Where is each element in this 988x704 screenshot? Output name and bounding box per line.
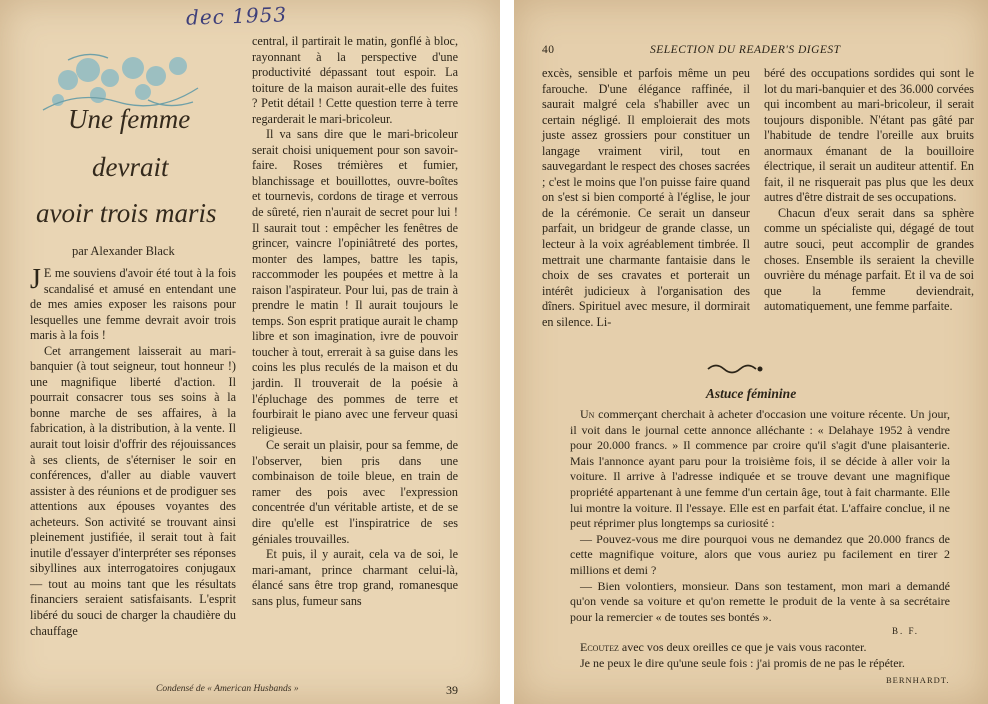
article-title-line-3: avoir trois maris bbox=[36, 198, 217, 228]
left-column-2 bbox=[252, 34, 458, 609]
paragraph: Chacun d'eux serait dans sa sphère comme un spécialiste qui, dégagé de tout autre souci, peut accomplir de grandes choses. Ensemble ils seraient la cheville ouvrière du ménage parfait. Et il va de soi que la femme deviendrait, automatiquement, une femme parfaite. bbox=[764, 205, 974, 314]
author-initials: B. F. bbox=[892, 626, 920, 636]
paragraph: — Pouvez-vous me dire pourquoi vous ne demandez que 20.000 francs de cette magnifique voiture, alors que vous auriez pu facilement en tirer 2 millions et demi ? bbox=[570, 531, 950, 577]
quote-signature: BERNHARDT. bbox=[886, 675, 950, 685]
paragraph: Cet arrangement laisserait au mari-banquier (à tout seigneur, tout honneur !) une magnifique liberté d'action. Il pourrait consacrer tous ses soins à la bonne marche de ses affaires, à la fabrication, à la distribution, à la vente. Il aurait tout loisir d'offrir des réjouissances à ses clients, de s'éterniser le soir en conférences, d'aller au diable vauvert assister à des réunions et de prodiguer ses attentions aux épouses voyantes des acheteurs. Son activité se trouvant ainsi pleinement justifiée, il serait tout à fait inutile d'essayer d'interpréter ses réponses sibyllines aux interrogatoires conjugaux — tout au moins tant que les résultats financiers seraient satisfaisants. L'esprit libéré du souci de charger la chaudière du chauffage bbox=[30, 343, 236, 638]
running-head-title: SELECTION DU READER'S DIGEST bbox=[650, 44, 841, 56]
quote-block bbox=[570, 640, 950, 671]
left-column-1 bbox=[30, 266, 236, 639]
paragraph: J E me souviens d'avoir été tout à la fois scandalisé et amusé en entendant une de mes amies exposer les raisons pour lesquelles une femme devrait avoir trois maris à la fois ! bbox=[30, 264, 236, 343]
page-number: 40 bbox=[542, 44, 555, 56]
article-title-line-2: devrait bbox=[92, 152, 169, 182]
byline: par Alexander Black bbox=[72, 244, 175, 258]
handwritten-note: dec 1953 bbox=[185, 2, 288, 30]
paragraph: Je ne peux le dire qu'une seule fois : j'ai promis de ne pas le répéter. bbox=[580, 655, 905, 670]
paragraph: Et puis, il y aurait, cela va de soi, le mari-amant, prince charmant celui-là, élancé sans être trop grand, romanesque sans plus, fumeur sans bbox=[252, 547, 458, 608]
article-title-line-1: Une femme bbox=[68, 104, 191, 134]
section-title: Astuce féminine bbox=[705, 386, 797, 401]
paragraph: Ecoutez avec vos deux oreilles ce que je vais vous raconter. bbox=[580, 640, 867, 654]
anecdote-text bbox=[570, 407, 950, 625]
paragraph: — Bien volontiers, monsieur. Dans son testament, mon mari a demandé qu'on vende sa voiture et qu'on remette le produit de la vente à sa secrétaire pour la remercier « de toutes ses bontés ». bbox=[570, 578, 950, 624]
right-column-2 bbox=[764, 66, 974, 315]
paragraph: Ce serait un plaisir, pour sa femme, de l'observer, bien pris dans une combinaison de toile bleue, en train de ramer des pois avec l'expression concentrée d'un véritable artiste, et de se dire qu'elle est l'inspiratrice de ses géniales trouvailles. bbox=[252, 438, 458, 546]
paragraph: Un commerçant cherchait à acheter d'occasion une voiture récente. Un jour, il voit dans le journal cette annonce alléchante : « Delahaye 1952 à vendre pour 20.000 francs. » Il commence par croire qu'il s'agit d'une plaisanterie. Mais l'annonce ayant paru pour la troisième fois, il se décide à aller voir la voiture. Il arrive à l'adresse indiquée et se trouve devant une magnifique propriété appartenant à une femme d'un certain âge, tout à fait charmante. Elle lui montre la voiture. Il l'essaye. Elle est en parfait état. L'affaire conclue, il ne peut réprimer plus longtemps sa curiosité : bbox=[570, 407, 950, 531]
paragraph: central, il partirait le matin, gonflé à bloc, rayonnant à la perspective d'une productivité dépassant tout espoir. La toiture de la maison aurait-elle des fuites ? Petit détail ! Cette question terre à terre regarderait le mari-bricoleur. bbox=[252, 34, 458, 126]
right-column-1 bbox=[542, 66, 750, 330]
paragraph: béré des occupations sordides qui sont le lot du mari-banquier et des 36.000 corvées qui incombent au mari-bricoleur, il serait toujours disponible. N'étant pas gâté par l'habitude de tendre l'oreille aux bruits anormaux émanant de la bouilloire électrique, il serait un auditeur attentif. En fait, il ne risquerait pas plus que les deux autres d'être distrait de ses occupations. bbox=[764, 66, 974, 205]
paragraph: Il va sans dire que le mari-bricoleur serait choisi uniquement pour son savoir-faire. Roses trémières et fumier, blanchissage et bouillottes, ouvre-boîtes et tournevis, cordons de tirage et verrous de sûreté, rien n'aurait de secret pour lui ! Il saurait tout : empêcher les fenêtres de grincer, vaincre l'opiniâtreté des portes, monter des lampes, battre les tapis, raccommoder les poupées et mettre à la raison l'aspirateur. Pour lui, pas de train à prendre le matin ! Il aurait toujours le temps. Son esprit pratique aurait le champ libre et son imagination, ivre de pouvoir toucher à tout, errerait à sa guise dans les coins les plus reculés de la maison et du jardin. Il trouverait de la poésie à l'épluchage des pommes de terre et fourbirait le piano avec une ferveur quasi religieuse. bbox=[252, 127, 458, 437]
drop-cap: J bbox=[30, 264, 41, 295]
source-footnote: Condensé de « American Husbands » bbox=[156, 684, 299, 694]
page-number: 39 bbox=[446, 683, 458, 697]
section-divider-icon bbox=[706, 362, 766, 376]
paragraph: excès, sensible et parfois même un peu farouche. D'une élégance raffinée, il saurait malgré cela s'habiller avec un certain négligé. Il emploierait des mots juste assez grossiers pour constituer un langage vraiment viril, tout en sauvegardant le respect des choses sacrées ; c'est le moins que l'on puisse faire quand on s'est si bien comporté à l'église, le jour de la cérémonie. Ce serait un danseur parfait, un bridgeur de grande classe, un lecteur à la voix agréablement timbrée. Il mettrait une charmante fantaisie dans le choix de ses cravates et porterait un intérêt judicieux à l'organisation des dîners. Spirituel avec mesure, il dormirait en silence. Li- bbox=[542, 66, 750, 329]
right-page bbox=[514, 0, 988, 704]
